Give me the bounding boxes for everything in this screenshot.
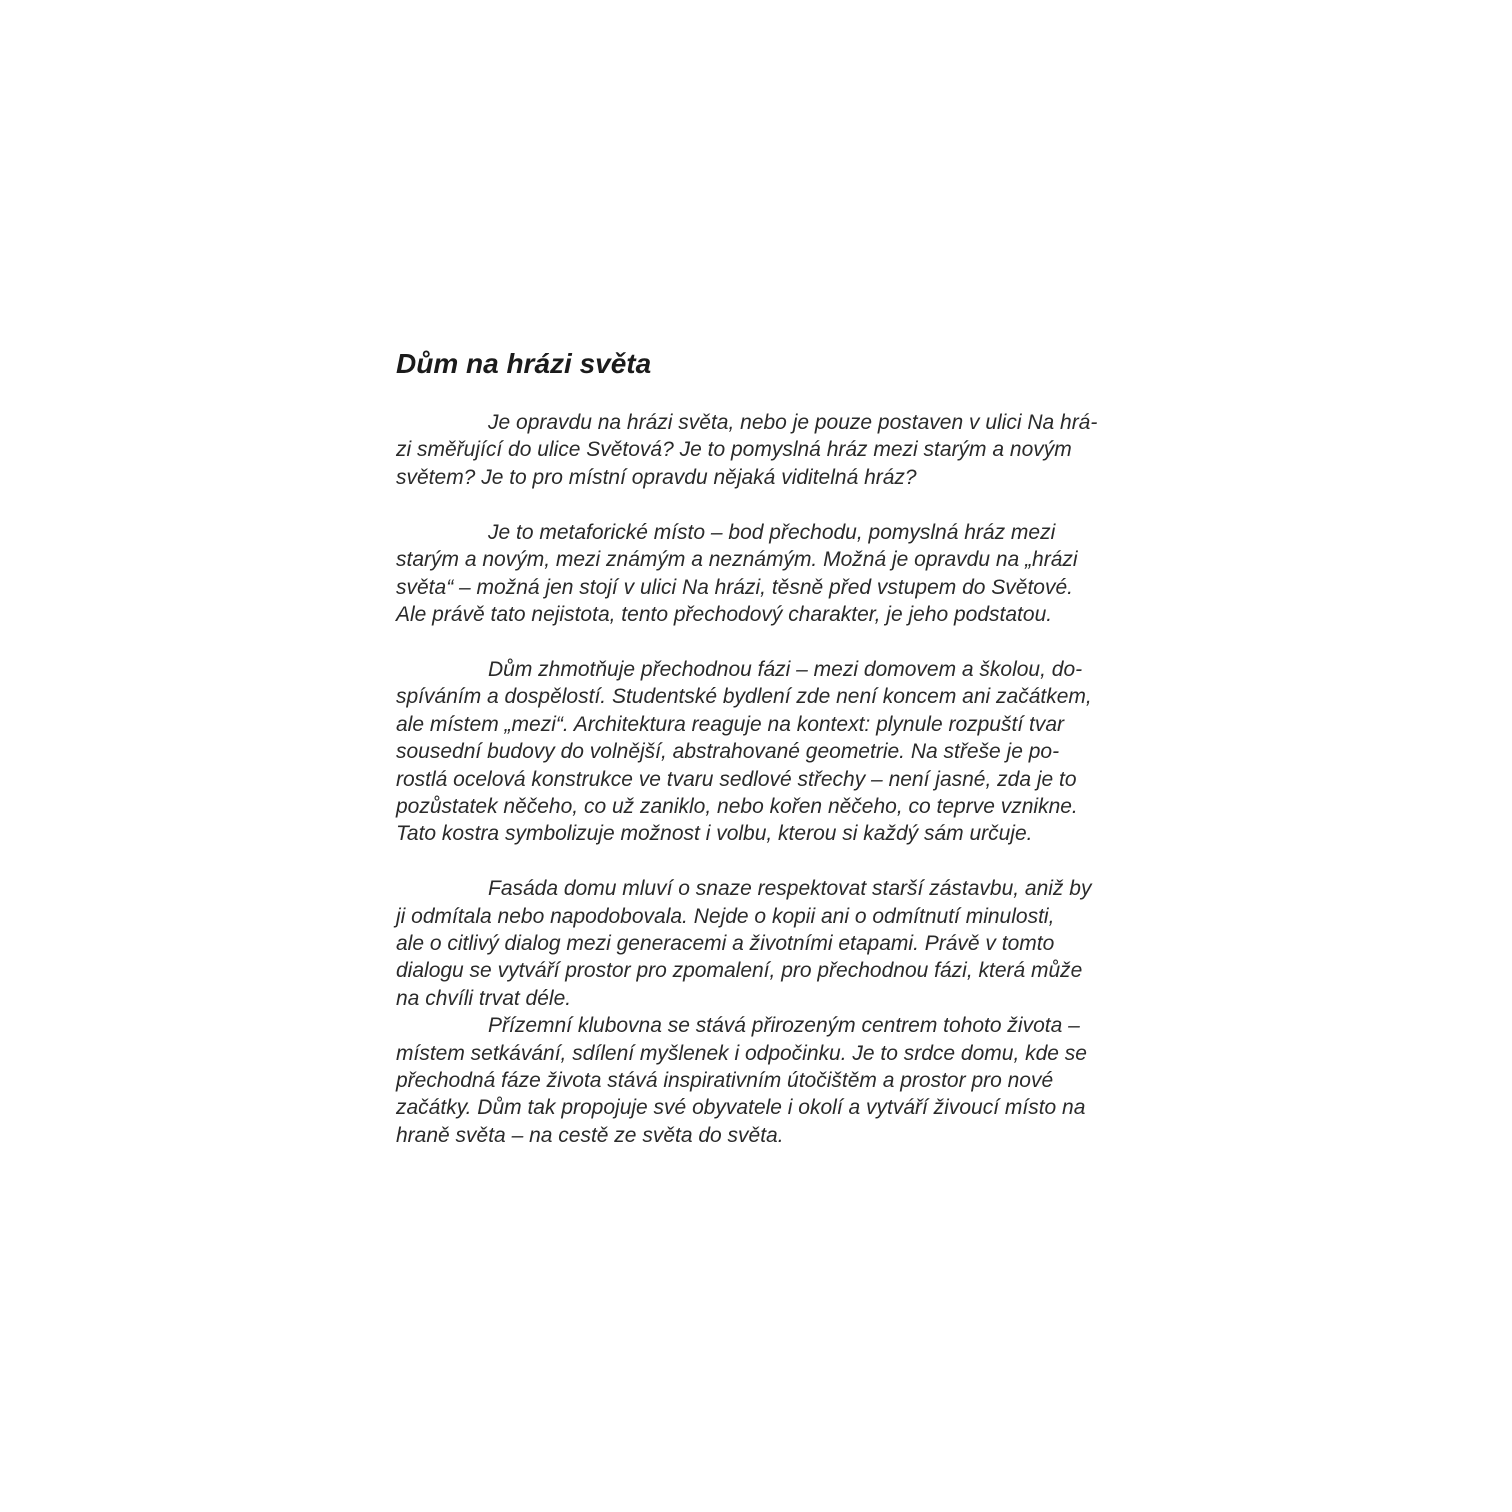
paragraph-4-line-3: ale o citlivý dialog mezi generacemi a životními etapami. Právě v tomto: [396, 932, 1055, 955]
paragraph-4-line-1: Fasáda domu mluví o snaze respektovat starší zástavbu, aniž by: [488, 877, 1092, 900]
paragraph-2-line-1: Je to metaforické místo – bod přechodu, pomyslná hráz mezi: [488, 521, 1056, 544]
paragraph-2-line-2: starým a novým, mezi známým a neznámým. Možná je opravdu na „hrázi: [396, 548, 1078, 571]
paragraph-3-line-4: sousední budovy do volnější, abstrahované geometrie. Na střeše je po-: [396, 740, 1060, 763]
paragraph-4-line-4: dialogu se vytváří prostor pro zpomalení, pro přechodnou fázi, která může: [396, 959, 1083, 982]
paragraph-5-line-2: místem setkávání, sdílení myšlenek i odpočinku. Je to srdce domu, kde se: [396, 1042, 1087, 1065]
paragraph-1-line-2: zi směřující do ulice Světová? Je to pomyslná hráz mezi starým a novým: [396, 438, 1072, 461]
paragraph-4-line-5: na chvíli trvat déle.: [396, 987, 572, 1010]
paragraph-2-line-4: Ale právě tato nejistota, tento přechodový charakter, je jeho podstatou.: [396, 603, 1053, 626]
paragraph-3-line-3: ale místem „mezi“. Architektura reaguje na kontext: plynule rozpuští tvar: [396, 713, 1065, 736]
paragraph-4-line-2: ji odmítala nebo napodobovala. Nejde o kopii ani o odmítnutí minulosti,: [396, 905, 1055, 928]
paragraph-1-line-3: světem? Je to pro místní opravdu nějaká viditelná hráz?: [396, 466, 917, 489]
paragraph-5-line-1: Přízemní klubovna se stává přirozeným centrem tohoto života –: [488, 1014, 1080, 1037]
paragraph-3-line-6: pozůstatek něčeho, co už zaniklo, nebo kořen něčeho, co teprve vznikne.: [396, 795, 1078, 818]
paragraph-3-line-5: rostlá ocelová konstrukce ve tvaru sedlové střechy – není jasné, zda je to: [396, 768, 1077, 791]
paragraph-5-line-3: přechodná fáze života stává inspirativním útočištěm a prostor pro nové: [396, 1069, 1054, 1092]
page-title: Dům na hrázi světa: [396, 348, 652, 379]
paragraph-3-line-7: Tato kostra symbolizuje možnost i volbu, kterou si každý sám určuje.: [396, 822, 1033, 845]
paragraph-3-line-2: spíváním a dospělostí. Studentské bydlení zde není koncem ani začátkem,: [396, 685, 1092, 708]
paragraph-3-line-1: Dům zhmotňuje přechodnou fázi – mezi domovem a školou, do-: [488, 658, 1083, 681]
paragraph-5-line-4: začátky. Dům tak propojuje své obyvatele i okolí a vytváří živoucí místo na: [396, 1096, 1086, 1119]
paragraph-5-line-5: hraně světa – na cestě ze světa do světa.: [396, 1124, 784, 1147]
paragraph-2-line-3: světa“ – možná jen stojí v ulici Na hrázi, těsně před vstupem do Světové.: [396, 576, 1073, 599]
paragraph-1-line-1: Je opravdu na hrázi světa, nebo je pouze postaven v ulici Na hrá-: [488, 411, 1098, 434]
